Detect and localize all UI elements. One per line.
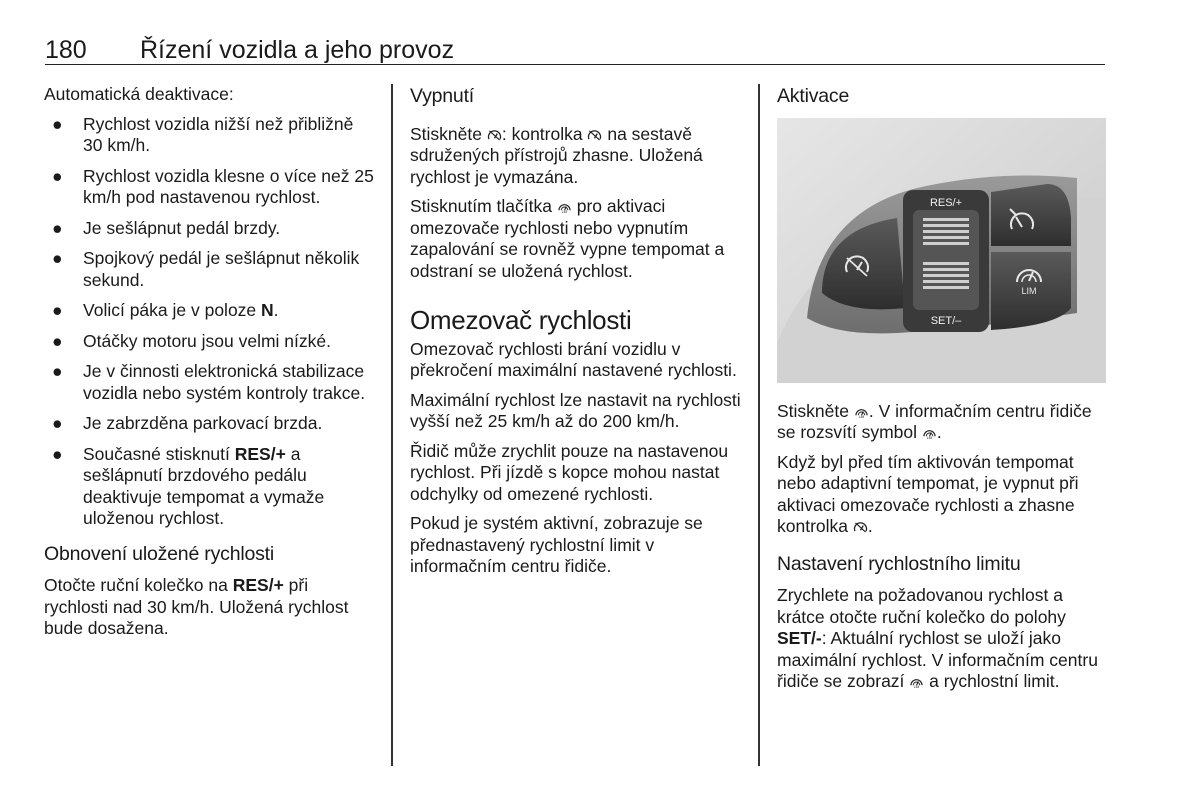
set-limit-paragraph: Zrychlete na požadovanou rychlost a krátce otočte ruční kolečko do polohy SET/-: Aktuální rychlost se uloží jako maximální rychlost. V informačním centru řidiče se zobrazí a rychlostní limit. bbox=[777, 585, 1098, 691]
speed-limiter-icon bbox=[854, 406, 869, 418]
off-paragraph-1: Stiskněte : kontrolka na sestavě sdružených přístrojů zhasne. Uložená rychlost je vymazána. bbox=[410, 123, 703, 187]
bullet-icon: ● bbox=[52, 361, 63, 381]
resume-heading: Obnovení uložené rychlosti bbox=[44, 542, 275, 565]
auto-deactivation-intro: Automatická deaktivace: bbox=[44, 84, 234, 104]
bullet-icon: ● bbox=[52, 165, 63, 186]
bullet-icon: ● bbox=[52, 300, 63, 320]
bullet-icon: ● bbox=[52, 217, 63, 238]
activation-heading: Aktivace bbox=[777, 85, 850, 107]
svg-text:RES/+: RES/+ bbox=[929, 196, 963, 209]
off-paragraph-2: Stisknutím tlačítka pro aktivaci omezovače rychlosti nebo vypnutím zapalování se rovněž vypne tempomat a odstraní se uložená rychlost. bbox=[410, 196, 725, 281]
bullet-icon: ● bbox=[52, 413, 63, 433]
column-middle bbox=[410, 86, 745, 586]
cruise-control-off-icon bbox=[587, 129, 602, 141]
bullet-icon: ● bbox=[52, 248, 63, 268]
limiter-heading: Omezovač rychlosti bbox=[410, 305, 632, 335]
column-divider bbox=[391, 84, 393, 766]
list-item: ● Rychlost vozidla nižší než přibližně 30 km/h. bbox=[52, 113, 354, 155]
steering-wheel-controls-photo bbox=[777, 118, 1106, 383]
activation-paragraph-1: Stiskněte . V informačním centru řidiče se rozsvítí symbol . bbox=[777, 400, 1092, 442]
list-item: ● Současné stisknutí RES/+ a sešlápnutí brzdového pedálu deaktivuje tempomat a vymaže uloženou rychlost. bbox=[52, 443, 325, 528]
list-item: ● Rychlost vozidla klesne o více než 25 km/h pod nastavenou rychlost. bbox=[52, 165, 374, 207]
resume-paragraph: Otočte ruční kolečko na RES/+ při rychlosti nad 30 km/h. Uložená rychlost bude dosažena. bbox=[44, 575, 349, 638]
column-left bbox=[44, 84, 374, 648]
page-number: 180 bbox=[45, 36, 87, 64]
list-item: ● Otáčky motoru jsou velmi nízké. bbox=[52, 330, 331, 351]
list-item: ● Volicí páka je v poloze N. bbox=[52, 300, 279, 320]
deactivation-list bbox=[44, 114, 374, 530]
cruise-control-off-icon bbox=[853, 521, 868, 533]
limiter-paragraph-2: Maximální rychlost lze nastavit na rychlosti vyšší než 25 km/h až do 200 km/h. bbox=[410, 389, 741, 431]
speed-limiter-icon bbox=[909, 676, 924, 688]
list-item: ● Spojkový pedál je sešlápnut několik sekund. bbox=[52, 248, 360, 290]
column-right bbox=[777, 86, 1110, 701]
svg-text:LIM: LIM bbox=[1021, 285, 1037, 296]
limiter-paragraph-1: Omezovač rychlosti brání vozidlu v překročení maximální nastavené rychlosti. bbox=[410, 338, 737, 380]
bullet-icon: ● bbox=[52, 330, 63, 351]
cruise-control-off-icon bbox=[487, 129, 502, 141]
off-heading: Vypnutí bbox=[410, 85, 475, 107]
set-limit-heading: Nastavení rychlostního limitu bbox=[777, 552, 1021, 575]
svg-text:SET/–: SET/– bbox=[930, 314, 962, 327]
chapter-title: Řízení vozidla a jeho provoz bbox=[140, 36, 455, 64]
limiter-paragraph-3: Řidič může zrychlit pouze na nastavenou rychlost. Při jízdě s kopce mohou nastat odchylky od omezené rychlosti. bbox=[410, 440, 729, 504]
bullet-icon: ● bbox=[52, 443, 63, 464]
activation-paragraph-2: Když byl před tím aktivován tempomat nebo adaptivní tempomat, je vypnut při aktivaci omezovače rychlosti a zhasne kontrolka . bbox=[777, 451, 1079, 536]
limiter-paragraph-4: Pokud je systém aktivní, zobrazuje se přednastavený rychlostní limit v informačním centru řidiče. bbox=[410, 513, 703, 576]
speed-limiter-icon bbox=[922, 427, 937, 439]
list-item: ● Je zabrzděna parkovací brzda. bbox=[52, 413, 323, 433]
list-item: ● Je sešlápnut pedál brzdy. bbox=[52, 217, 281, 238]
page-header bbox=[45, 32, 1105, 65]
list-item: ● Je v činnosti elektronická stabilizace vozidla nebo systém kontroly trakce. bbox=[52, 361, 366, 403]
bullet-icon: ● bbox=[52, 113, 63, 134]
column-divider bbox=[758, 84, 760, 766]
speed-limiter-icon bbox=[557, 201, 572, 213]
